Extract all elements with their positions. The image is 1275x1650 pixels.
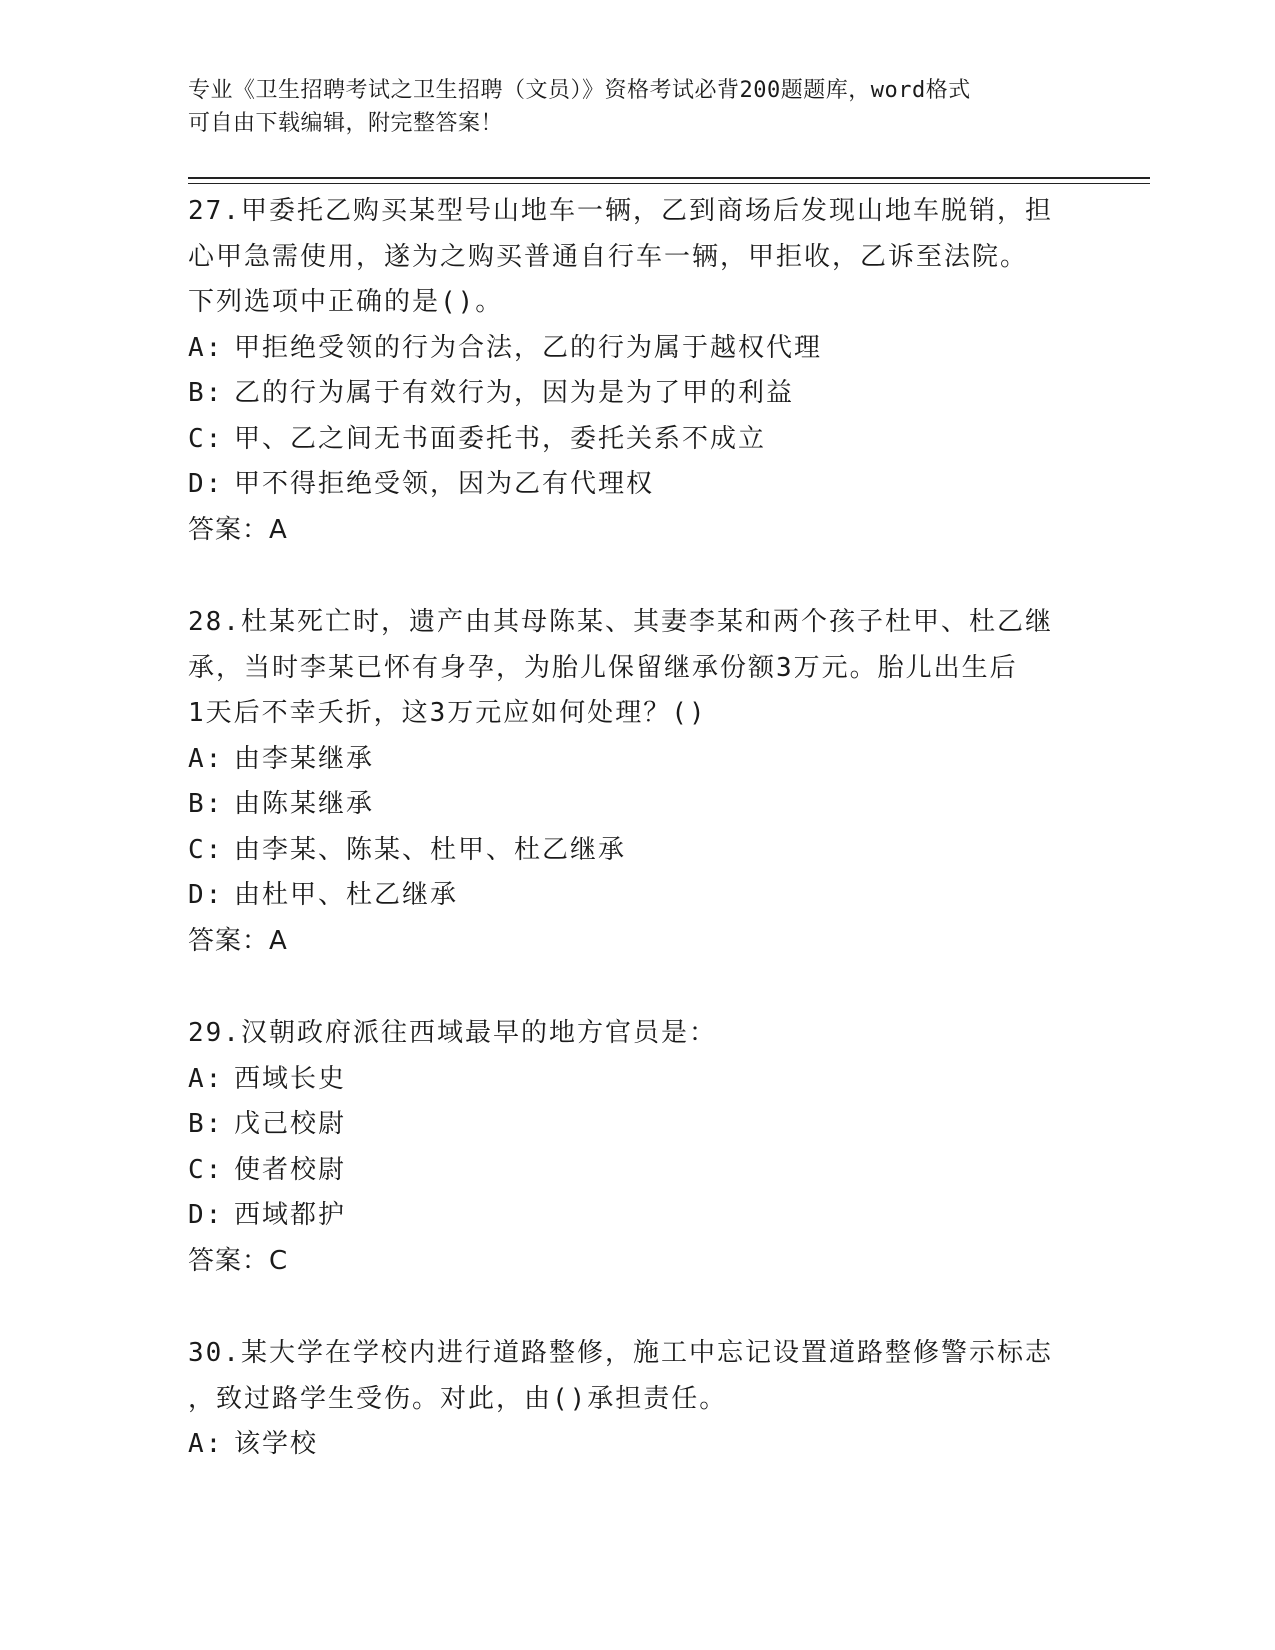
option-c <box>188 1148 1088 1194</box>
question-text-line: 30.某大学在学校内进行道路整修，施工中忘记设置道路整修警示标志 <box>188 1338 1053 1368</box>
answer-line: 答案：C <box>188 1245 289 1276</box>
header-line-2: 可自由下载编辑，附完整答案！ <box>188 111 504 136</box>
option-label: A: <box>188 743 224 774</box>
option-label: C: <box>188 1154 224 1185</box>
header-line-1: 专业《卫生招聘考试之卫生招聘（文员）》资格考试必背200题题库，word格式 <box>188 78 971 103</box>
option-label: D: <box>188 1200 224 1230</box>
question-30 <box>188 1331 1088 1468</box>
option-text: 西域都护 <box>234 1200 347 1230</box>
option-a <box>188 737 1088 783</box>
option-label: A: <box>188 1063 224 1094</box>
option-label: D: <box>188 469 224 499</box>
option-b <box>188 1102 1088 1148</box>
document-header <box>188 74 1088 140</box>
option-text: 使者校尉 <box>234 1154 347 1185</box>
header-rule-thin <box>188 183 1150 184</box>
option-text: 由李某、陈某、杜甲、杜乙继承 <box>234 834 627 865</box>
option-text: 乙的行为属于有效行为，因为是为了甲的利益 <box>234 378 795 408</box>
option-label: B: <box>188 378 224 408</box>
header-rule-thick <box>188 177 1150 179</box>
option-text: 甲拒绝受领的行为合法，乙的行为属于越权代理 <box>234 332 823 363</box>
option-d <box>188 873 1088 919</box>
question-text-line: 29.汉朝政府派往西域最早的地方官员是： <box>188 1018 717 1048</box>
option-text: 甲不得拒绝受领，因为乙有代理权 <box>234 469 655 499</box>
option-text: 由陈某继承 <box>234 789 375 819</box>
option-a <box>188 326 1088 372</box>
question-text-line: 承，当时李某已怀有身孕，为胎儿保留继承份额3万元。胎儿出生后 <box>188 652 1018 683</box>
question-list <box>188 189 1088 1515</box>
option-text: 戊己校尉 <box>234 1109 347 1139</box>
option-label: A: <box>188 1429 224 1459</box>
option-text: 由李某继承 <box>234 743 375 774</box>
question-text-line: 1天后不幸夭折，这3万元应如何处理？() <box>188 698 707 728</box>
question-27 <box>188 189 1088 553</box>
option-label: D: <box>188 880 224 910</box>
option-b <box>188 371 1088 417</box>
option-c <box>188 417 1088 463</box>
option-text: 该学校 <box>234 1429 319 1459</box>
option-a <box>188 1422 1088 1468</box>
option-text: 由杜甲、杜乙继承 <box>234 880 459 910</box>
option-a <box>188 1057 1088 1103</box>
question-text-line: ，致过路学生受伤。对此，由()承担责任。 <box>188 1383 728 1414</box>
option-label: C: <box>188 834 224 865</box>
answer-line: 答案：A <box>188 514 288 545</box>
option-label: B: <box>188 789 224 819</box>
option-label: A: <box>188 332 224 363</box>
option-b <box>188 782 1088 828</box>
option-text: 西域长史 <box>234 1063 347 1094</box>
question-text-line: 心甲急需使用，遂为之购买普通自行车一辆，甲拒收，乙诉至法院。 <box>188 241 1029 272</box>
option-text: 甲、乙之间无书面委托书，委托关系不成立 <box>234 423 767 454</box>
option-c <box>188 828 1088 874</box>
option-d <box>188 1193 1088 1239</box>
question-text-line: 下列选项中正确的是()。 <box>188 287 504 317</box>
question-28 <box>188 600 1088 964</box>
question-29 <box>188 1011 1088 1284</box>
question-text-line: 28.杜某死亡时，遗产由其母陈某、其妻李某和两个孩子杜甲、杜乙继 <box>188 607 1053 637</box>
answer-line: 答案：A <box>188 925 288 956</box>
option-label: C: <box>188 423 224 454</box>
option-label: B: <box>188 1109 224 1139</box>
question-text-line: 27.甲委托乙购买某型号山地车一辆，乙到商场后发现山地车脱销，担 <box>188 196 1053 226</box>
option-d <box>188 462 1088 508</box>
